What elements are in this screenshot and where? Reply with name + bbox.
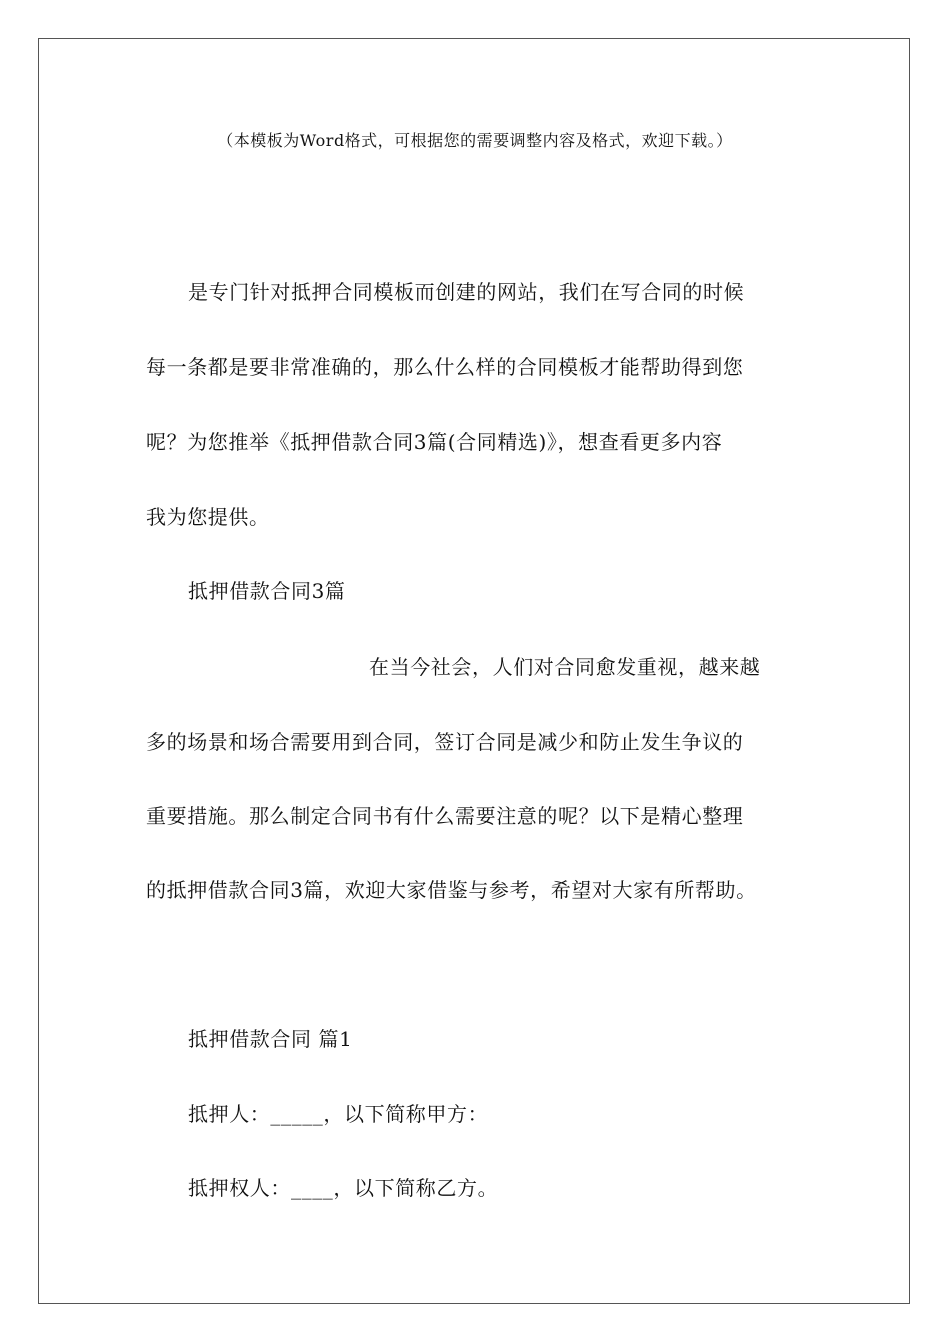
intro-line-3: 呢？为您推举《抵押借款合同3篇(合同精选)》，想查看更多内容	[146, 430, 723, 454]
mortgagee-line: 抵押权人：____，以下简称乙方。	[188, 1176, 499, 1200]
paragraph-line-2: 多的场景和场合需要用到合同，签订合同是减少和防止发生争议的	[146, 730, 744, 754]
paragraph-line-3: 重要措施。那么制定合同书有什么需要注意的呢？以下是精心整理	[146, 804, 744, 828]
main-heading: 抵押借款合同3篇	[188, 579, 346, 603]
intro-line-4: 我为您提供。	[146, 505, 270, 529]
template-note: （本模板为Word格式，可根据您的需要调整内容及格式，欢迎下载。）	[217, 131, 733, 150]
paragraph-line-1: 在当今社会，人们对合同愈发重视，越来越	[369, 655, 761, 679]
mortgagor-line: 抵押人：_____，以下简称甲方：	[188, 1102, 489, 1126]
paragraph-line-4: 的抵押借款合同3篇，欢迎大家借鉴与参考，希望对大家有所帮助。	[146, 878, 757, 902]
section-heading: 抵押借款合同 篇1	[188, 1027, 353, 1051]
intro-line-2: 每一条都是要非常准确的，那么什么样的合同模板才能帮助得到您	[146, 355, 744, 379]
intro-line-1: 是专门针对抵押合同模板而创建的网站，我们在写合同的时候	[188, 280, 745, 304]
